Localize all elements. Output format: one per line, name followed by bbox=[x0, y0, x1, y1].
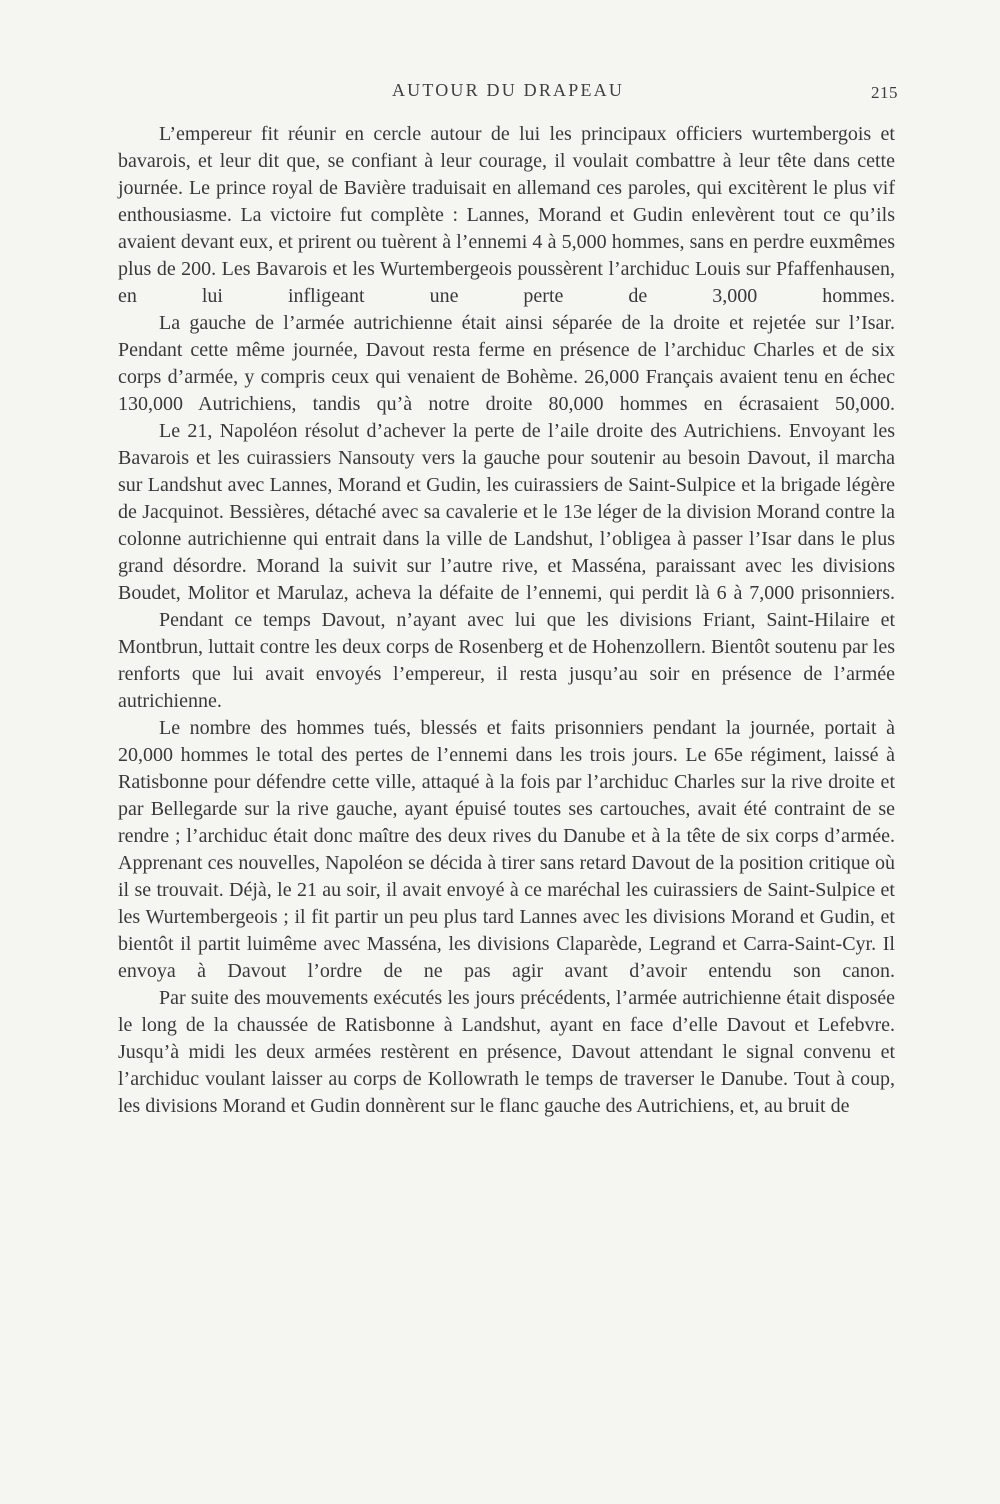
paragraph-5: Le nombre des hommes tués, blessés et faits prisonniers pendant la journée, portait à 20,000 hommes le total des pertes de l’ennemi dans les trois jours. Le 65e régiment, laissé à Ratisbonne pour défendre cette ville, attaqué à la fois par l’archiduc Charles sur la rive droite et par Bellegarde sur la rive gauche, ayant épuisé toutes ses cartouches, avait été contraint de se rendre ; l’archiduc était donc maître des deux rives du Danube et à la tête de six corps d’armée. Apprenant ces nouvelles, Napoléon se décida à tirer sans retard Davout de la position critique où il se trouvait. Déjà, le 21 au soir, il avait envoyé à ce maréchal les cuirassiers de Saint-Sulpice et les Wurtembergeois ; il fit partir un peu plus tard Lannes avec les divisions Morand et Gudin, et bientôt il partit luimême avec Masséna, les divisions Claparède, Legrand et Carra-Saint-Cyr. Il envoya à Davout l’ordre de ne pas agir avant d’avoir entendu son canon. bbox=[118, 717, 895, 982]
paragraph-3: Le 21, Napoléon résolut d’achever la perte de l’aile droite des Autrichiens. Envoyant les Bavarois et les cuirassiers Nansouty vers la gauche pour soutenir au besoin Davout, il marcha sur Landshut avec Lannes, Morand et Gudin, les cuirassiers de Saint-Sulpice et la brigade légère de Jacquinot. Bessières, détaché avec sa cavalerie et le 13e léger de la division Morand contre la colonne autrichienne qui entrait dans la ville de Landshut, l’obligea à passer l’Isar dans le plus grand désordre. Morand la suivit sur l’autre rive, et Masséna, paraissant avec les divisions Boudet, Molitor et Marulaz, acheva la défaite de l’ennemi, qui perdit là 6 à 7,000 prisonniers. bbox=[118, 420, 895, 604]
body-text bbox=[118, 121, 895, 1120]
running-title: AUTOUR DU DRAPEAU bbox=[391, 80, 625, 100]
page-number: 215 bbox=[871, 83, 898, 102]
paragraph-2: La gauche de l’armée autrichienne était ainsi séparée de la droite et rejetée sur l’Isar. Pendant cette même journée, Davout resta ferme en présence de l’archiduc Charles et de six corps d’armée, y compris ceux qui venaient de Bohème. 26,000 Français avaient tenu en échec 130,000 Autrichiens, tandis qu’à notre droite 80,000 hommes en écrasaient 50,000. bbox=[118, 312, 895, 415]
paragraph-1: L’empereur fit réunir en cercle autour de lui les principaux officiers wurtembergois et bavarois, et leur dit que, se confiant à leur courage, il voulait combattre à leur tête dans cette journée. Le prince royal de Bavière traduisait en allemand ces paroles, qui excitèrent le plus vif enthousiasme. La victoire fut complète : Lannes, Morand et Gudin enlevèrent tout ce qu’ils avaient devant eux, et prirent ou tuèrent à l’ennemi 4 à 5,000 hommes, sans en perdre euxmêmes plus de 200. Les Bavarois et les Wurtembergeois poussèrent l’archiduc Louis sur Pfaffenhausen, en lui infligeant une perte de 3,000 hommes. bbox=[118, 123, 895, 307]
paragraph-6: Par suite des mouvements exécutés les jours précédents, l’armée autrichienne était disposée le long de la chaussée de Ratisbonne à Landshut, ayant en face d’elle Davout et Lefebvre. Jusqu’à midi les deux armées restèrent en présence, Davout attendant le signal convenu et l’archiduc voulant laisser au corps de Kollowrath le temps de traverser le Danube. Tout à coup, les divisions Morand et Gudin donnèrent sur le flanc gauche des Autrichiens, et, au bruit de bbox=[118, 987, 895, 1117]
running-head bbox=[118, 80, 898, 110]
paragraph-4: Pendant ce temps Davout, n’ayant avec lui que les divisions Friant, Saint-Hilaire et Montbrun, luttait contre les deux corps de Rosenberg et de Hohenzollern. Bientôt soutenu par les renforts que lui avait envoyés l’empereur, il resta jusqu’au soir en présence de l’armée autrichienne. bbox=[118, 609, 895, 712]
